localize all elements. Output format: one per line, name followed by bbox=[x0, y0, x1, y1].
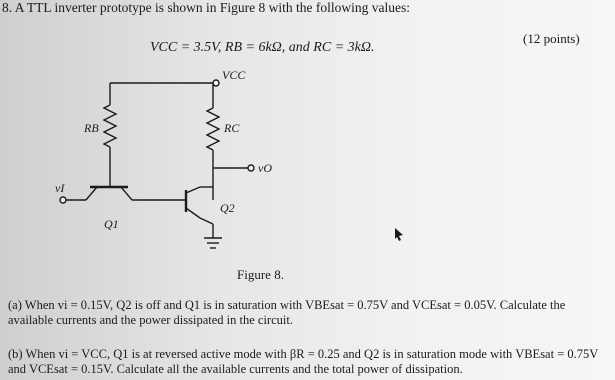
vo-terminal bbox=[248, 165, 254, 171]
vcc-label: VCC bbox=[222, 68, 246, 82]
q2-emitter bbox=[186, 208, 200, 218]
question-number: 8. bbox=[2, 0, 13, 15]
vcc-terminal bbox=[213, 80, 219, 86]
q1-label: Q1 bbox=[104, 217, 119, 231]
question-stem: A TTL inverter prototype is shown in Figure 8 with the following values: bbox=[14, 0, 410, 15]
rc-label: RC bbox=[224, 121, 240, 135]
q1-emitter bbox=[86, 187, 97, 200]
points-label: (12 points) bbox=[523, 31, 580, 46]
vo-label: vO bbox=[258, 161, 272, 175]
parameter-values: VCC = 3.5V, RB = 6kΩ, and RC = 3kΩ. bbox=[150, 40, 375, 55]
q2-label: Q2 bbox=[220, 201, 235, 215]
figure-caption: Figure 8. bbox=[237, 267, 284, 282]
mouse-cursor-icon bbox=[395, 228, 403, 241]
rb-resistor bbox=[104, 105, 116, 147]
q1-collector bbox=[121, 187, 132, 200]
rb-label: RB bbox=[84, 121, 99, 135]
part-a-text: (a) When vi = 0.15V, Q2 is off and Q1 is in saturation with VBEsat = 0.75V and VCEsat = 0.05V. Calculate the available currents and the power dissipated in the circuit. bbox=[8, 298, 566, 327]
part-b-text: (b) When vi = VCC, Q1 is at reversed active mode with βR = 0.25 and Q2 is in saturation mode with VBEsat = 0.75V and VCEsat = 0.15V. Calculate all the available currents and the total power of dissipation. bbox=[8, 347, 599, 376]
vi-label: vI bbox=[55, 181, 65, 195]
rc-resistor bbox=[207, 108, 219, 150]
vi-terminal bbox=[60, 197, 66, 203]
